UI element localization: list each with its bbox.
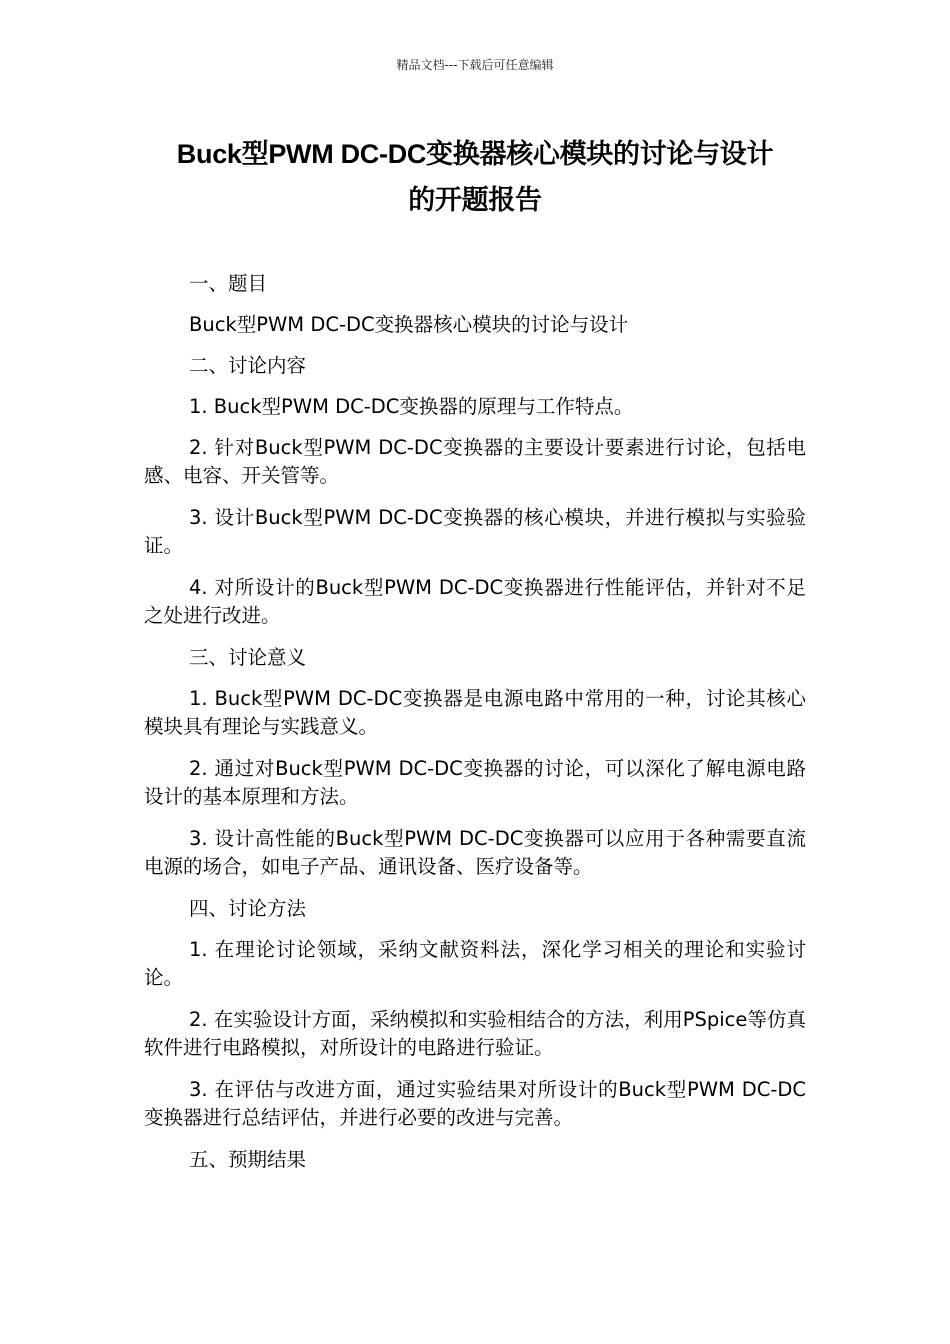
section-heading-significance: 三、讨论意义 bbox=[189, 646, 307, 669]
content-item-3: 3. 设计Buck型PWM DC-DC变换器的核心模块，并进行模拟与实验验证。 bbox=[144, 506, 806, 557]
section-heading-method: 四、讨论方法 bbox=[189, 897, 307, 920]
section-heading-content: 二、讨论内容 bbox=[189, 354, 307, 377]
page-header: 精品文档---下载后可任意编辑 bbox=[396, 58, 554, 72]
content-item-4: 4. 对所设计的Buck型PWM DC-DC变换器进行性能评估，并针对不足之处进行改进。 bbox=[144, 576, 806, 627]
significance-item-3: 3. 设计高性能的Buck型PWM DC-DC变换器可以应用于各种需要直流电源的场合，如电子产品、通讯设备、医疗设备等。 bbox=[144, 827, 806, 878]
document-title bbox=[140, 131, 810, 223]
title-line-1: Buck型PWM DC-DC变换器核心模块的讨论与设计 bbox=[176, 139, 774, 169]
title-line-2: 的开题报告 bbox=[408, 185, 542, 215]
method-item-2: 2. 在实验设计方面，采纳模拟和实验相结合的方法，利用PSpice等仿真软件进行电路模拟，对所设计的电路进行验证。 bbox=[144, 1008, 806, 1059]
content-item-2: 2. 针对Buck型PWM DC-DC变换器的主要设计要素进行讨论，包括电感、电容、开关管等。 bbox=[144, 436, 806, 487]
method-item-1: 1. 在理论讨论领域，采纳文献资料法，深化学习相关的理论和实验讨论。 bbox=[144, 938, 806, 989]
topic-text: Buck型PWM DC-DC变换器核心模块的讨论与设计 bbox=[189, 313, 629, 336]
document-body bbox=[144, 270, 806, 1187]
method-item-3: 3. 在评估与改进方面，通过实验结果对所设计的Buck型PWM DC-DC变换器进行总结评估，并进行必要的改进与完善。 bbox=[144, 1078, 806, 1129]
significance-item-1: 1. Buck型PWM DC-DC变换器是电源电路中常用的一种，讨论其核心模块具有理论与实践意义。 bbox=[144, 687, 806, 738]
significance-item-2: 2. 通过对Buck型PWM DC-DC变换器的讨论，可以深化了解电源电路设计的基本原理和方法。 bbox=[144, 757, 806, 808]
section-heading-topic: 一、题目 bbox=[189, 272, 268, 295]
section-heading-expected-results: 五、预期结果 bbox=[189, 1148, 307, 1171]
content-item-1: 1. Buck型PWM DC-DC变换器的原理与工作特点。 bbox=[189, 395, 634, 418]
